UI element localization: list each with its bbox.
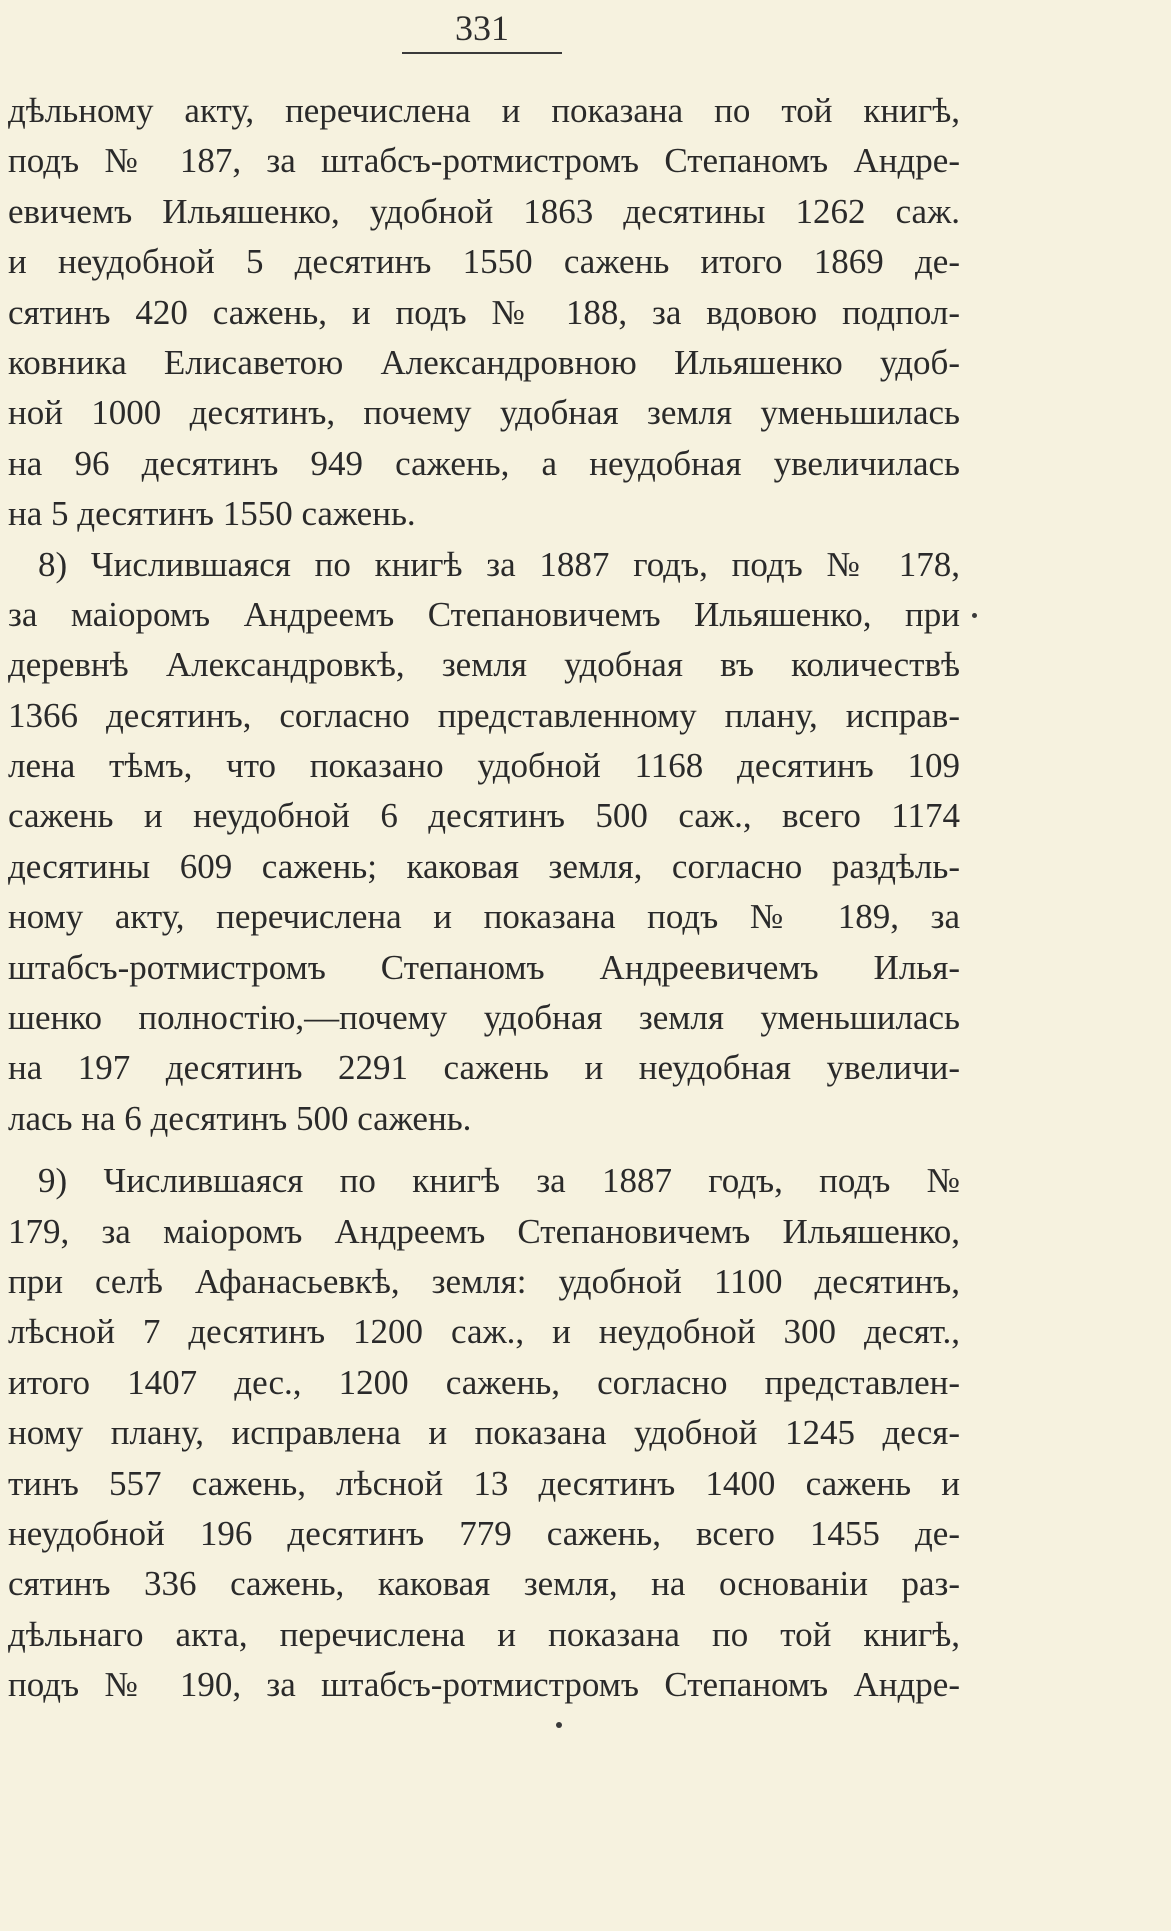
text-line: подъ № 190, за штабсъ-ротмистромъ Степаномъ Андре- <box>8 1665 960 1705</box>
text-line: евичемъ Ильяшенко, удобной 1863 десятины 1262 саж. <box>8 191 960 231</box>
text-line: на 5 десятинъ 1550 сажень. <box>8 494 416 534</box>
text-line: штабсъ-ротмистромъ Степаномъ Андреевичемъ Илья- <box>8 947 960 987</box>
text-line: ному акту, перечислена и показана подъ № 189, за <box>8 897 960 937</box>
text-line: тинъ 557 сажень, лѣсной 13 десятинъ 1400 сажень и <box>8 1463 960 1503</box>
paragraph-8 <box>8 540 960 1145</box>
ink-speck <box>556 1722 562 1728</box>
text-line: на 96 десятинъ 949 сажень, а неудобная увеличилась <box>8 443 960 483</box>
text-line: и неудобной 5 десятинъ 1550 сажень итого 1869 де- <box>8 242 960 282</box>
text-line: шенко полностію,—почему удобная земля уменьшилась <box>8 998 960 1038</box>
paragraph-1 <box>8 86 960 540</box>
text-line: лена тѣмъ, что показано удобной 1168 десятинъ 109 <box>8 746 960 786</box>
text-line: лѣсной 7 десятинъ 1200 саж., и неудобной 300 десят., <box>8 1312 960 1352</box>
text-line: сятинъ 420 сажень, и подъ № 188, за вдовою подпол- <box>8 292 960 332</box>
header-rule <box>402 52 562 54</box>
text-line: за маіоромъ Андреемъ Степановичемъ Ильяшенко, при <box>8 594 960 634</box>
paragraph-9 <box>8 1156 960 1710</box>
text-line: 9) Числившаяся по книгѣ за 1887 годъ, подъ № <box>38 1161 960 1201</box>
text-line: ному плану, исправлена и показана удобной 1245 деся- <box>8 1413 960 1453</box>
text-line: при селѣ Афанасьевкѣ, земля: удобной 1100 десятинъ, <box>8 1261 960 1301</box>
text-line: дѣльнаго акта, перечислена и показана по той книгѣ, <box>8 1614 960 1654</box>
text-line: 8) Числившаяся по книгѣ за 1887 годъ, подъ № 178, <box>38 544 960 584</box>
text-line: сажень и неудобной 6 десятинъ 500 саж., всего 1174 <box>8 796 960 836</box>
text-line: сятинъ 336 сажень, каковая земля, на основаніи раз- <box>8 1564 960 1604</box>
ink-speck <box>972 613 977 618</box>
page-number: 331 <box>455 8 509 48</box>
text-line: 1366 десятинъ, согласно представленному плану, исправ- <box>8 695 960 735</box>
text-line: 179, за маіоромъ Андреемъ Степановичемъ Ильяшенко, <box>8 1211 960 1251</box>
paragraph-gap <box>8 1144 960 1156</box>
text-line: лась на 6 десятинъ 500 сажень. <box>8 1098 472 1138</box>
text-line: десятины 609 сажень; каковая земля, согласно раздѣль- <box>8 846 960 886</box>
text-line: дѣльному акту, перечислена и показана по той книгѣ, <box>8 91 960 130</box>
text-line: подъ № 187, за штабсъ-ротмистромъ Степаномъ Андре- <box>8 141 960 181</box>
text-line: ковника Елисаветою Александровною Ильяшенко удоб- <box>8 342 960 382</box>
text-line: деревнѣ Александровкѣ, земля удобная въ количествѣ <box>8 645 960 685</box>
text-line: итого 1407 дес., 1200 сажень, согласно представлен- <box>8 1362 960 1402</box>
body-text <box>8 86 960 1711</box>
text-line: на 197 десятинъ 2291 сажень и неудобная увеличи- <box>8 1048 960 1088</box>
text-line: неудобной 196 десятинъ 779 сажень, всего 1455 де- <box>8 1513 960 1553</box>
text-line: ной 1000 десятинъ, почему удобная земля уменьшилась <box>8 393 960 433</box>
